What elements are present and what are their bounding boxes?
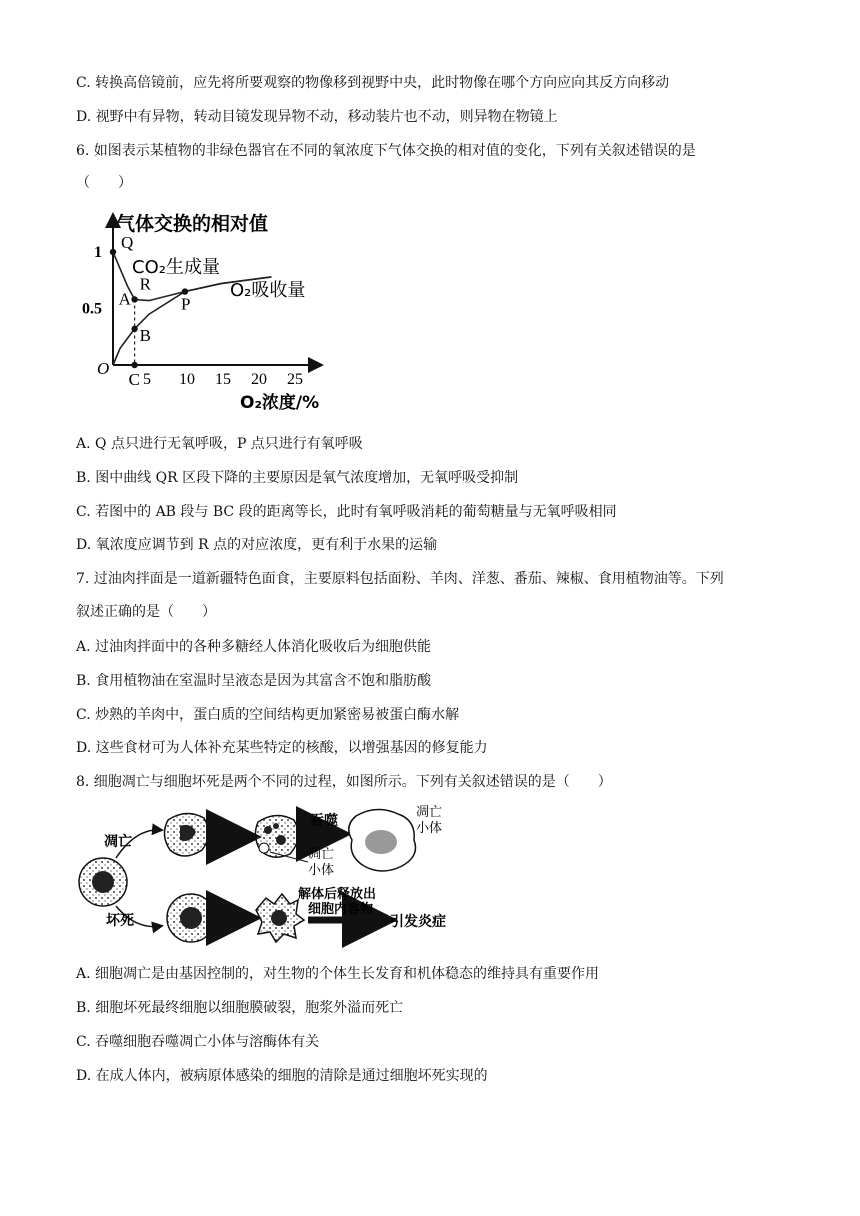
point-label-r: R: [139, 274, 151, 294]
q8-option-c: C. 吞噬细胞吞噬凋亡小体与溶酶体有关: [76, 1034, 320, 1050]
apoptosis-diagram: [76, 800, 476, 950]
necrosis-label: 坏死: [106, 913, 134, 929]
q6-option-d: D. 氧浓度应调节到 R 点的对应浓度，更有利于水果的运输: [76, 537, 438, 553]
x-tick-label: 20: [251, 371, 267, 388]
x-axis-label: O₂浓度/%: [240, 393, 320, 413]
apoptosis-label: 凋亡: [104, 834, 132, 850]
q6-answer-bracket: （ ）: [76, 175, 132, 191]
point-c: [131, 362, 137, 368]
q7-stem-line1: 7. 过油肉拌面是一道新疆特色面食，主要原料包括面粉、羊肉、洋葱、番茄、辣椒、食用植物油等。下列: [76, 571, 724, 587]
apoptotic-body-top-label-2: 小体: [416, 821, 443, 836]
apoptotic-body-label-1: 凋亡: [308, 847, 335, 862]
q7-option-d: D. 这些食材可为人体补充某些特定的核酸，以增强基因的修复能力: [76, 740, 488, 756]
y-tick-label: 0.5: [82, 300, 102, 318]
point-b: [131, 326, 137, 332]
engulf-label: 吞噬: [310, 813, 338, 829]
phagocyte: [349, 809, 416, 871]
q8-option-a: A. 细胞凋亡是由基因控制的，对生物的个体生长发育和机体稳态的维持具有重要作用: [76, 966, 600, 982]
release-label-1: 解体后释放出: [298, 887, 377, 902]
q6-option-a: A. Q 点只进行无氧呼吸，P 点只进行有氧呼吸: [76, 436, 363, 452]
x-tick-label: 15: [215, 371, 231, 388]
point-label-p: P: [181, 294, 191, 314]
q8-stem: 8. 细胞凋亡与细胞坏死是两个不同的过程，如图所示。下列有关叙述错误的是（ ）: [76, 774, 612, 790]
point-label-c: C: [128, 370, 140, 389]
q8-option-d: D. 在成人体内，被病原体感染的细胞的清除是通过细胞坏死实现的: [76, 1068, 488, 1084]
apoptotic-body-label-2: 小体: [308, 863, 335, 878]
origin-label: O: [97, 359, 110, 378]
o2-gas-exchange-chart: [80, 208, 340, 413]
release-label-2: 细胞内容物: [308, 902, 374, 917]
series-label-co2: CO₂生成量: [132, 257, 220, 278]
point-label-b: B: [139, 325, 151, 345]
point-label-a: A: [118, 289, 131, 309]
q5-option-d: D. 视野中有异物，转动目镜发现异物不动，移动装片也不动，则异物在物镜上: [76, 109, 558, 125]
x-tick-label: 10: [179, 371, 195, 388]
swelling-cell: [167, 894, 215, 942]
y-tick-label: 1: [94, 244, 102, 261]
point-q: [110, 249, 116, 255]
q7-option-c: C. 炒熟的羊肉中，蛋白质的空间结构更加紧密易被蛋白酶水解: [76, 707, 460, 723]
q6-option-b: B. 图中曲线 QR 区段下降的主要原因是氧气浓度增加，无氧呼吸受抑制: [76, 470, 519, 486]
q6-option-c: C. 若图中的 AB 段与 BC 段的距离等长，此时有氧呼吸消耗的葡萄糖量与无氧呼吸相同: [76, 504, 617, 520]
fragmenting-cell: [255, 815, 298, 857]
apoptotic-cell-shrinking: [164, 813, 208, 856]
ruptured-cell: [256, 894, 304, 942]
q6-stem: 6. 如图表示某植物的非绿色器官在不同的氧浓度下气体交换的相对值的变化，下列有关叙述错误的是: [76, 143, 696, 159]
q5-option-c: C. 转换高倍镜前，应先将所要观察的物像移到视野中央，此时物像在哪个方向应向其反方向移动: [76, 75, 670, 91]
q7-option-b: B. 食用植物油在室温时呈液态是因为其富含不饱和脂肪酸: [76, 673, 432, 689]
apoptosis-necrosis-figure: [76, 800, 476, 950]
chart-svg: [80, 208, 340, 413]
q8-option-b: B. 细胞坏死最终细胞以细胞膜破裂，胞浆外溢而死亡: [76, 1000, 404, 1016]
point-a: [131, 296, 137, 302]
point-label-q: Q: [121, 233, 134, 252]
q7-option-a: A. 过油肉拌面中的各种多糖经人体消化吸收后为细胞供能: [76, 639, 432, 655]
x-tick-label: 5: [143, 371, 151, 388]
x-tick-label: 25: [287, 371, 303, 388]
original-cell: [79, 858, 127, 906]
series-label-o2: O₂吸收量: [230, 280, 306, 301]
q7-stem-line2: 叙述正确的是（ ）: [76, 604, 216, 620]
apoptotic-body-top-label-1: 凋亡: [416, 805, 443, 820]
y-axis-label: 气体交换的相对值: [116, 213, 269, 235]
inflammation-label: 引发炎症: [390, 914, 446, 930]
